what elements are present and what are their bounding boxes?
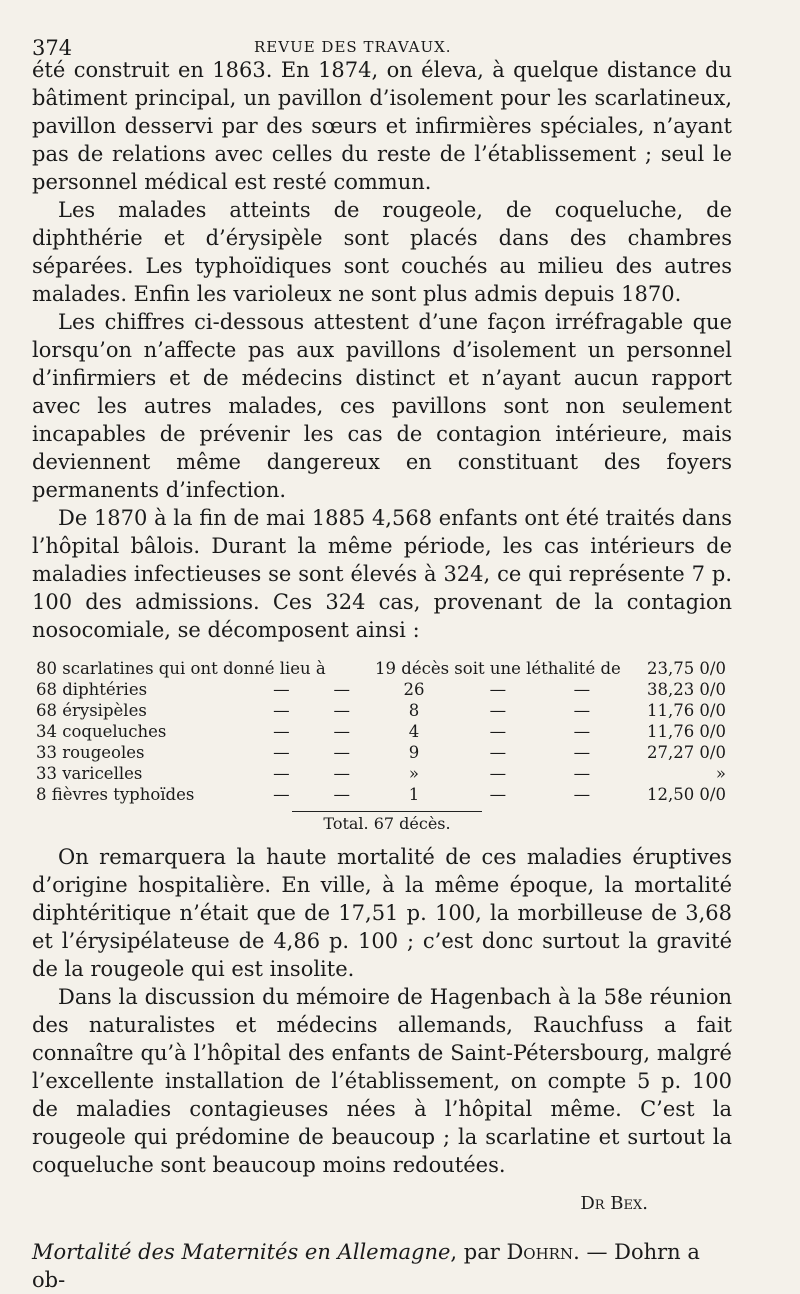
table-cell: 8 fièvres typhoïdes: [36, 785, 195, 804]
table-cell: 38,23 0/0: [646, 680, 726, 699]
ditto-mark: —: [333, 722, 351, 741]
table-cell: 68 érysipèles: [36, 701, 147, 720]
table-cell: 11,76 0/0: [646, 701, 726, 720]
ditto-mark: —: [333, 764, 351, 783]
table-row: [36, 784, 732, 805]
table-row: [36, 742, 732, 763]
table-cell: 33 varicelles: [36, 764, 143, 783]
ditto-mark: —: [273, 701, 290, 720]
ditto-mark: —: [573, 785, 591, 804]
paragraph: Les chiffres ci-dessous attestent d’une façon irréfragable que lorsqu’on n’affecte pas aux pavillons d’isolement un personnel d’infirmiers et de médecins distinct et n’ayant aucun rapport avec les autres malades, ces pavillons sont non seulement incapables de prévenir les cas de contagion intérieure, mais deviennent même dangereux en constituant des foyers permanents d’infection.: [32, 310, 732, 502]
table-cell: 11,76 0/0: [646, 722, 726, 741]
ditto-mark: —: [273, 785, 290, 804]
ditto-mark: —: [273, 680, 290, 699]
ditto-mark: —: [333, 743, 351, 762]
ditto-mark: —: [573, 764, 591, 783]
ditto-mark: —: [489, 701, 507, 720]
ditto-mark: —: [573, 701, 591, 720]
ditto-mark: —: [573, 680, 591, 699]
table-row: [36, 721, 732, 742]
page-number: 374: [32, 36, 73, 60]
table-row: [36, 700, 732, 721]
ditto-mark: —: [489, 764, 507, 783]
author-name: Dohrn: [506, 1240, 574, 1264]
paragraph: été construit en 1863. En 1874, on éleva, à quelque distance du bâtiment principal, un pavillon d’isolement pour les scarlatineux, pavillon desservi par des sœurs et infirmières spéciales, n’ayant pas de relations avec celles du reste de l’établissement ; seul le personnel médical est resté commun.: [32, 58, 732, 194]
table-total: Total. 67 décès.: [292, 811, 482, 833]
table-row: [36, 679, 732, 700]
byline: , par: [450, 1240, 500, 1264]
table-cell: 68 diphtéries: [36, 680, 148, 699]
table-cell: »: [715, 764, 726, 783]
paragraph: De 1870 à la fin de mai 1885 4,568 enfants ont été traités dans l’hôpital bâlois. Durant la même période, les cas intérieurs de maladies infectieuses se sont élevés à 324, ce qui représente 7 p. 100 des admissions. Ces 324 cas, provenant de la contagion nosocomiale, se décomposent ainsi :: [32, 506, 732, 642]
table-cell: 33 rougeoles: [36, 743, 145, 762]
table-row: [36, 763, 732, 784]
table-cell: 80 scarlatines qui ont donné lieu à: [36, 659, 326, 678]
ditto-mark: —: [273, 764, 290, 783]
table-cell: 23,75 0/0: [646, 659, 726, 678]
ditto-mark: —: [273, 743, 290, 762]
ditto-mark: —: [489, 722, 507, 741]
table-cell: 34 coqueluches: [36, 722, 167, 741]
ditto-mark: —: [333, 701, 351, 720]
table-cell: 26: [403, 680, 425, 699]
ditto-mark: —: [489, 743, 507, 762]
mortality-table: [36, 658, 732, 805]
ditto-mark: —: [489, 785, 507, 804]
page-header: [32, 28, 732, 60]
paragraph: On remarquera la haute mortalité de ces maladies éruptives d’origine hospitalière. En ville, à la même époque, la mortalité diphtéritique n’était que de 17,51 p. 100, la morbilleuse de 3,68 et l’érysipélateuse de 4,86 p. 100 ; c’est donc surtout la gravité de la rougeole qui est insolite.: [32, 845, 732, 981]
paragraph: Dans la discussion du mémoire de Hagenbach à la 58e réunion des naturalistes et médecins allemands, Rauchfuss a fait connaître qu’à l’hôpital des enfants de Saint-Pétersbourg, malgré l’excellente installation de l’établissement, on compte 5 p. 100 de maladies contagieuses nées à l’hôpital même. C’est la rougeole qui prédomine de beaucoup ; la scarlatine et surtout la coqueluche sont beaucoup moins redoutées.: [32, 985, 732, 1177]
ditto-mark: —: [573, 722, 591, 741]
section-title: Mortalité des Maternités en Allemagne: [32, 1240, 451, 1264]
signature: Dr Bex.: [580, 1193, 648, 1214]
table-cell: 8: [408, 701, 420, 720]
running-title: REVUE DES TRAVAUX.: [254, 38, 452, 56]
paragraph: Les malades atteints de rougeole, de coqueluche, de diphthérie et d’érysipèle sont placés dans des chambres séparées. Les typhoïdiques sont couchés au milieu des autres malades. Enfin les varioleux ne sont plus admis depuis 1870.: [32, 198, 732, 306]
table-cell: 4: [408, 722, 420, 741]
footer-text: . — Dohrn a ob-: [32, 1240, 700, 1292]
ditto-mark: —: [333, 680, 351, 699]
table-cell: »: [408, 764, 420, 783]
table-cell: 1: [408, 785, 420, 804]
next-section-intro: [32, 1238, 732, 1294]
ditto-mark: —: [273, 722, 290, 741]
table-cell: 19 décès soit une léthalité de: [375, 659, 621, 678]
page: [32, 28, 732, 1294]
table-row: [36, 658, 732, 679]
ditto-mark: —: [573, 743, 591, 762]
table-cell: 12,50 0/0: [646, 785, 726, 804]
table-cell: 9: [408, 743, 420, 762]
ditto-mark: —: [333, 785, 351, 804]
table-cell: 27,27 0/0: [646, 743, 726, 762]
ditto-mark: —: [489, 680, 507, 699]
